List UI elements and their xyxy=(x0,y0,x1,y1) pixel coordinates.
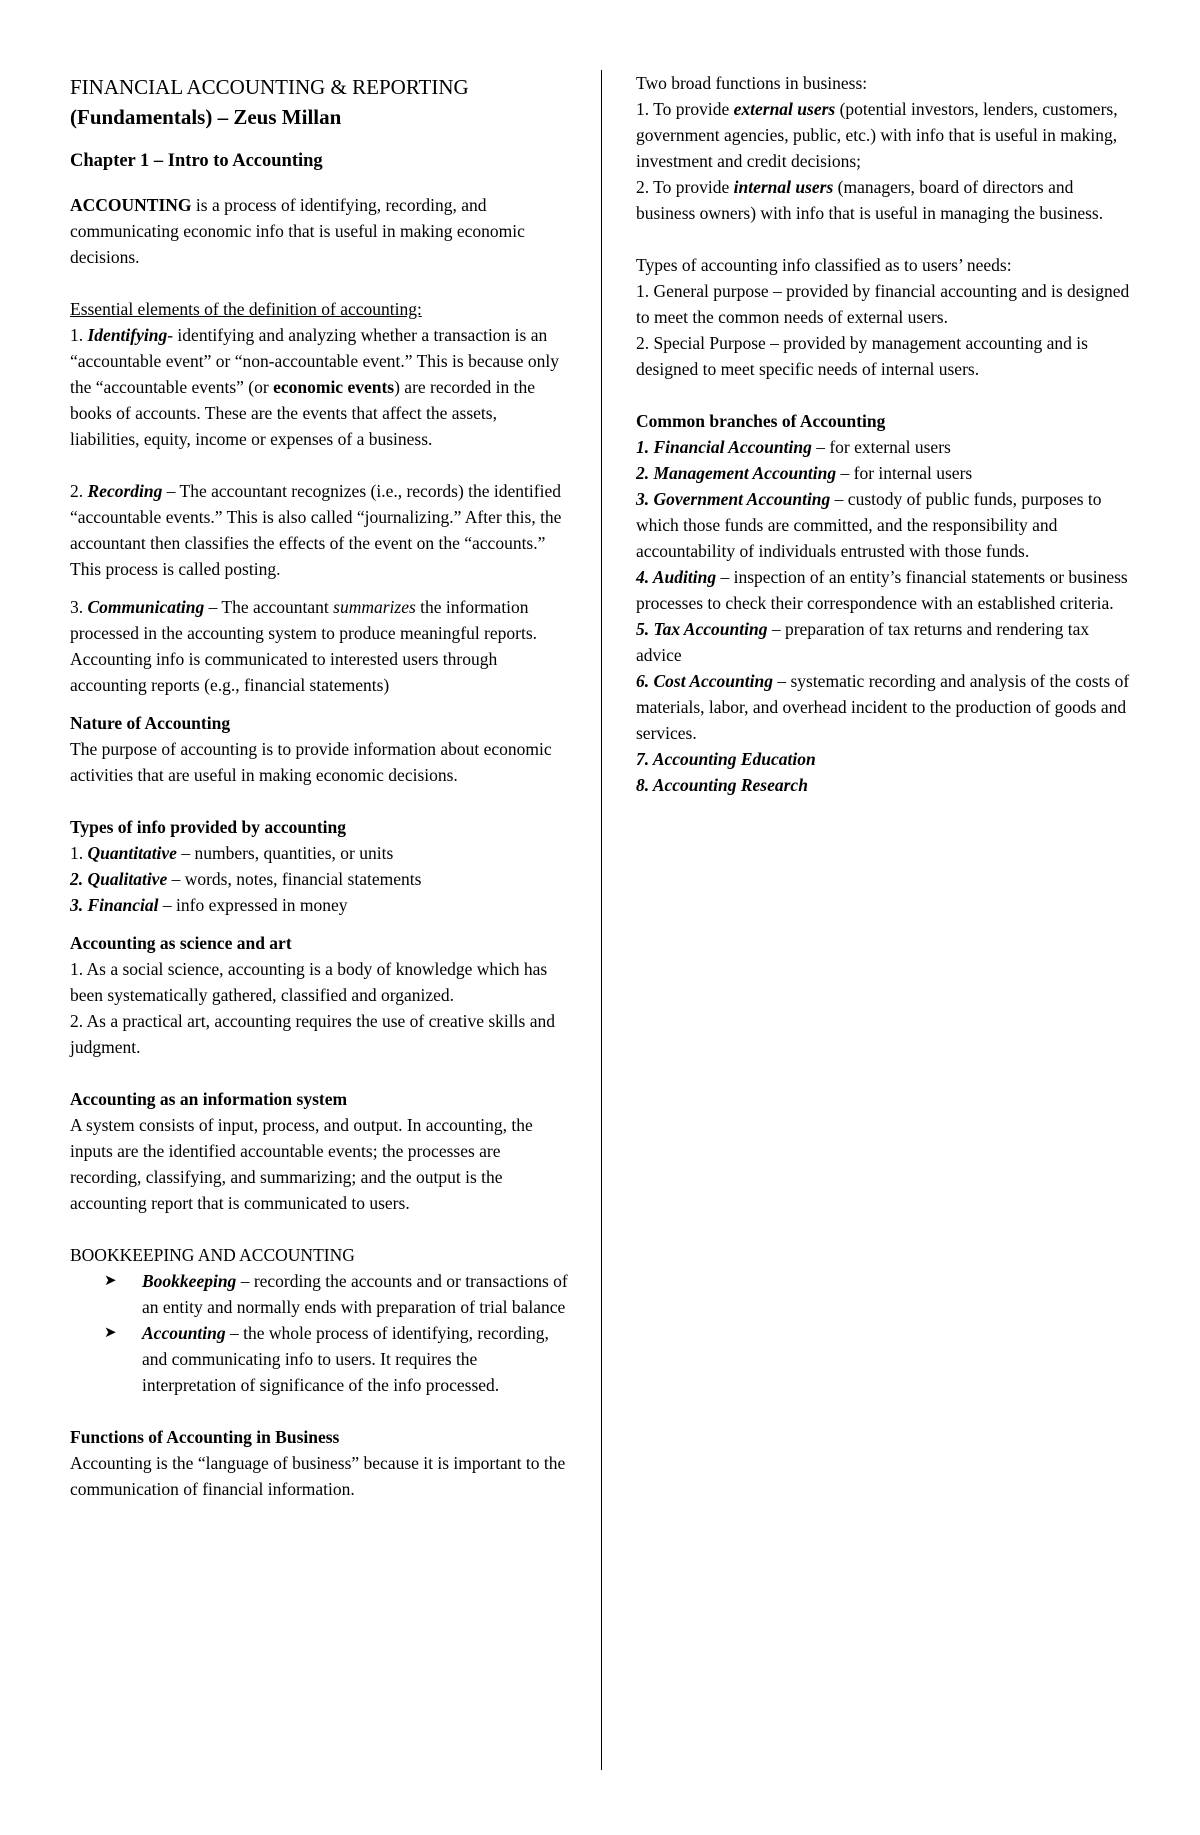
item-number: 3. xyxy=(70,597,88,617)
branches-heading: Common branches of Accounting xyxy=(636,411,886,431)
term-management-accounting: 2. Management Accounting xyxy=(636,463,837,483)
science-art-item-1: 1. As a social science, accounting is a body of knowledge which has been systematically gathered, classified and organized. xyxy=(70,959,548,1005)
internal-users-text: (managers, board of directors and business owners) with info that is useful in managing the business. xyxy=(636,177,1104,223)
financial-text: – info expressed in money xyxy=(158,895,348,915)
term-auditing: 4. Auditing xyxy=(636,567,717,587)
definition-term: ACCOUNTING xyxy=(70,195,192,215)
term-summarizes: summarizes xyxy=(333,597,416,617)
types-info-heading: Types of info provided by accounting xyxy=(70,817,346,837)
term-government-accounting: 3. Government Accounting xyxy=(636,489,831,509)
list-item xyxy=(70,1320,570,1398)
arrow-bullet-icon: ➤ xyxy=(104,1325,117,1341)
title-line-1: FINANCIAL ACCOUNTING & REPORTING xyxy=(70,75,469,99)
left-column xyxy=(70,72,570,1502)
quantitative-text: – numbers, quantities, or units xyxy=(176,843,394,863)
identifying-text-b: ) are recorded in the books of accounts. These are the events that affect the assets, liabilities, equity, income or expenses of a business. xyxy=(70,377,535,449)
external-users-text: (potential investors, lenders, customers, government agencies, public, etc.) with info that is useful in making, investment and credit decisions; xyxy=(636,99,1118,171)
recording-text: – The accountant recognizes (i.e., records) the identified “accountable events.” This is also called “journalizing.” After this, the accountant then classifies the effects of the event on the “accounts.” This process is called posting. xyxy=(70,481,562,579)
title-author: – Zeus Millan xyxy=(212,105,342,129)
nature-text: The purpose of accounting is to provide information about economic activities that are useful in making economic decisions. xyxy=(70,739,552,785)
term-recording: Recording xyxy=(87,481,163,501)
term-identifying: Identifying xyxy=(87,325,168,345)
types-needs-item-1: 1. General purpose – provided by financial accounting and is designed to meet the common needs of external users. xyxy=(636,281,1130,327)
types-info-quantitative xyxy=(70,840,570,866)
list-item xyxy=(70,1268,570,1320)
branch-management-text: – for internal users xyxy=(836,463,973,483)
science-art-heading: Accounting as science and art xyxy=(70,933,292,953)
bookkeeping-heading: BOOKKEEPING AND ACCOUNTING xyxy=(70,1245,355,1265)
types-needs-heading: Types of accounting info classified as to users’ needs: xyxy=(636,255,1012,275)
term-accounting: Accounting xyxy=(142,1323,226,1343)
term-bookkeeping: Bookkeeping xyxy=(142,1271,237,1291)
types-info-qualitative xyxy=(70,866,570,892)
term-external-users: external users xyxy=(733,99,836,119)
item-number: 1. xyxy=(70,325,88,345)
branch-management xyxy=(636,460,1136,486)
term-financial-accounting: 1. Financial Accounting xyxy=(636,437,812,457)
communicating-text-b: the information processed in the accounting system to produce meaningful reports. Accounting info is communicated to interested users through accounting reports (e.g., financial statements) xyxy=(70,597,538,695)
branch-government-text: – custody of public funds, purposes to which those funds are committed, and the responsibility and accountability of individuals entrusted with those funds. xyxy=(636,489,1102,561)
nature-heading: Nature of Accounting xyxy=(70,713,231,733)
branch-education xyxy=(636,746,1136,772)
arrow-bullet-icon: ➤ xyxy=(104,1273,117,1289)
title-fundamentals: (Fundamentals) xyxy=(70,105,213,129)
term-communicating: Communicating xyxy=(87,597,205,617)
branch-cost xyxy=(636,668,1136,746)
branch-auditing xyxy=(636,564,1136,616)
essential-elements-heading xyxy=(70,296,570,322)
column-divider xyxy=(601,70,602,1770)
two-functions-item-1 xyxy=(636,96,1136,174)
identifying-text-a: - identifying and analyzing whether a transaction is an “accountable event” or “non-accountable event.” This is because only the “accountable events” (or xyxy=(70,325,559,397)
essential-item-recording xyxy=(70,478,570,582)
item-lead: 2. To provide xyxy=(636,177,734,197)
essential-item-identifying xyxy=(70,322,570,452)
types-info-financial xyxy=(70,892,570,918)
essential-heading: Essential elements of the definition of accounting: xyxy=(70,299,422,319)
branch-financial-text: – for external users xyxy=(811,437,951,457)
accounting-text: – the whole process of identifying, recording, and communicating info to users. It requires the interpretation of significance of the info processed. xyxy=(142,1323,549,1395)
branch-tax-text: – preparation of tax returns and rendering tax advice xyxy=(636,619,1090,665)
item-number: 1. xyxy=(70,843,88,863)
term-qualitative: 2. Qualitative xyxy=(70,869,168,889)
essential-item-communicating xyxy=(70,594,570,698)
accounting-definition xyxy=(70,192,570,270)
communicating-text-a: – The accountant xyxy=(204,597,334,617)
bookkeeping-list xyxy=(70,1268,570,1398)
info-system-heading: Accounting as an information system xyxy=(70,1089,348,1109)
right-column xyxy=(636,70,1136,798)
branch-cost-text: – systematic recording and analysis of the costs of materials, labor, and overhead incident to the production of goods and services. xyxy=(636,671,1130,743)
info-system-text: A system consists of input, process, and output. In accounting, the inputs are the identified accountable events; the processes are recording, classifying, and summarizing; and the output is the accounting report that is communicated to users. xyxy=(70,1115,533,1213)
functions-text: Accounting is the “language of business” because it is important to the communication of financial information. xyxy=(70,1453,566,1499)
functions-heading: Functions of Accounting in Business xyxy=(70,1427,340,1447)
branch-financial xyxy=(636,434,1136,460)
branch-tax xyxy=(636,616,1136,668)
branch-research xyxy=(636,772,1136,798)
term-tax-accounting: 5. Tax Accounting xyxy=(636,619,768,639)
science-art-item-2: 2. As a practical art, accounting requires the use of creative skills and judgment. xyxy=(70,1011,555,1057)
item-lead: 1. To provide xyxy=(636,99,734,119)
term-accounting-education: 7. Accounting Education xyxy=(636,749,816,769)
document-title xyxy=(70,72,570,132)
chapter-heading: Chapter 1 – Intro to Accounting xyxy=(70,151,323,171)
term-accounting-research: 8. Accounting Research xyxy=(636,775,808,795)
qualitative-text: – words, notes, financial statements xyxy=(167,869,422,889)
item-number: 2. xyxy=(70,481,88,501)
two-functions-item-2 xyxy=(636,174,1136,226)
definition-text: is a process of identifying, recording, and communicating economic info that is useful in making economic decisions. xyxy=(70,195,525,267)
branch-auditing-text: – inspection of an entity’s financial statements or business processes to check their correspondence with an established criteria. xyxy=(636,567,1128,613)
types-needs-item-2: 2. Special Purpose – provided by management accounting and is designed to meet specific needs of internal users. xyxy=(636,333,1088,379)
branch-government xyxy=(636,486,1136,564)
term-financial: 3. Financial xyxy=(70,895,159,915)
bookkeeping-text: – recording the accounts and or transactions of an entity and normally ends with preparation of trial balance xyxy=(142,1271,568,1317)
term-cost-accounting: 6. Cost Accounting xyxy=(636,671,773,691)
term-quantitative: Quantitative xyxy=(87,843,177,863)
term-economic-events: economic events xyxy=(273,377,395,397)
term-internal-users: internal users xyxy=(733,177,834,197)
two-functions-heading: Two broad functions in business: xyxy=(636,73,868,93)
